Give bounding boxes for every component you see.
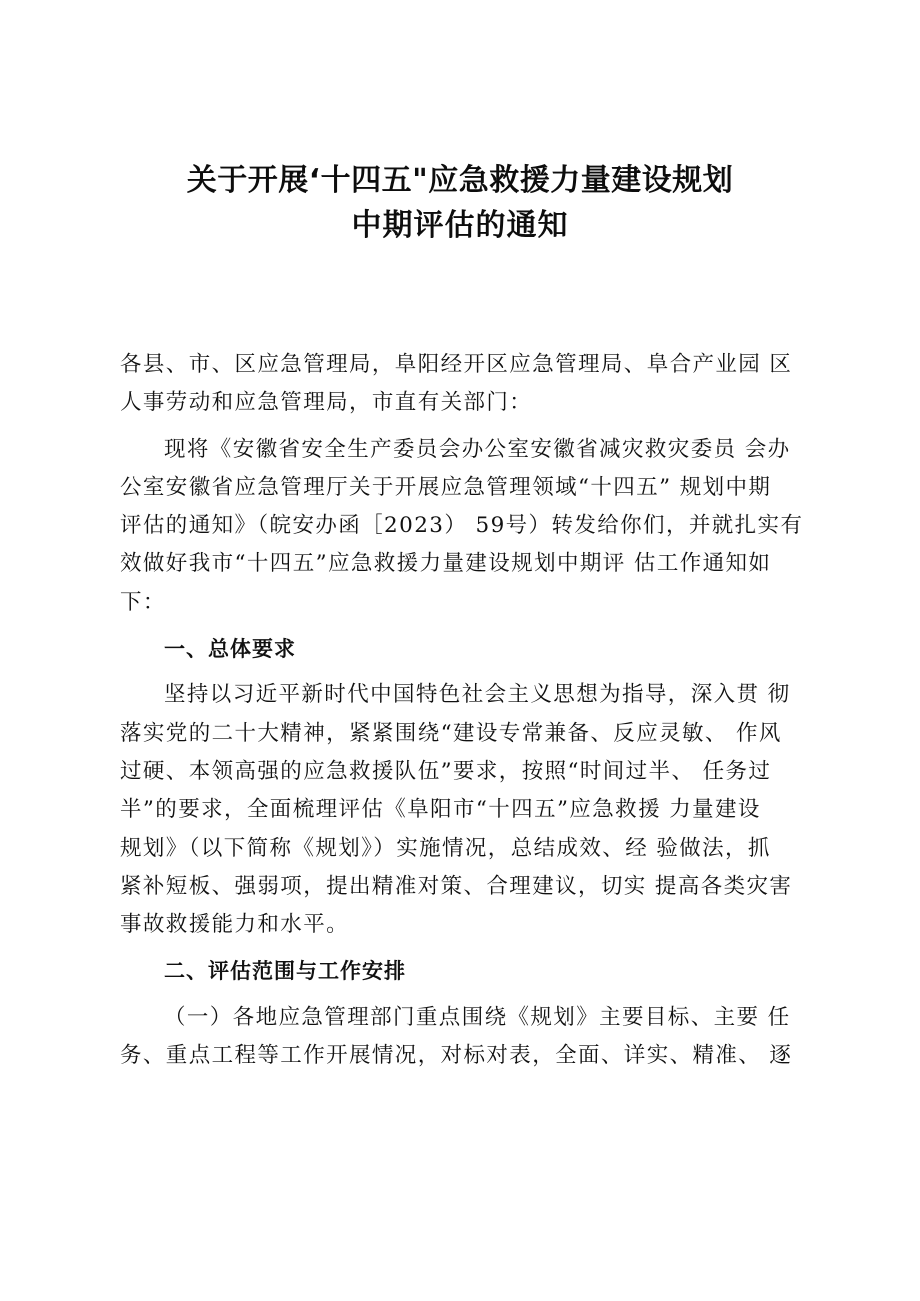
paragraph-line: 公室安徽省应急管理厅关于开展应急管理领域“十四五” 规划中期 [120, 474, 772, 500]
salutation-line: 人事劳动和应急管理局，市直有关部门： [120, 390, 533, 416]
title-line-2: 中期评估的通知 [351, 208, 569, 243]
paragraph-line: （一）各地应急管理部门重点围绕《规划》主要目标、主要 任 [164, 1004, 791, 1030]
paragraph-line: 评估的通知》（皖安办函［2023） 59号）转发给你们，并就扎实有 [120, 513, 804, 539]
paragraph-line: 事故救援能力和水平。 [120, 912, 350, 938]
paragraph-line: 坚持以习近平新时代中国特色社会主义思想为指导，深入贯 彻 [164, 682, 791, 708]
paragraph-line: 效做好我市“十四五”应急救援力量建设规划中期评 估工作通知如 [120, 551, 772, 577]
paragraph-line: 过硬、本领高强的应急救援队伍”要求，按照“时间过半、 任务过 [120, 758, 772, 784]
document-title [0, 158, 920, 248]
paragraph-line: 现将《安徽省安全生产委员会办公室安徽省减灾救灾委员 会办 [164, 436, 791, 462]
paragraph-line: 下： [120, 589, 166, 615]
section-heading-1: 一、总体要求 [164, 637, 296, 662]
paragraph-line: 规划》（以下简称《规划》）实施情况，总结成效、经 验做法，抓 [120, 835, 771, 861]
paragraph-line: 落实党的二十大精神，紧紧围绕“建设专常兼备、反应灵敏、 作风 [120, 720, 782, 746]
salutation-line: 各县、市、区应急管理局，阜阳经开区应急管理局、阜合产业园 区 [120, 352, 793, 377]
paragraph-line: 务、重点工程等工作开展情况，对标对表，全面、详实、精准、 逐 [120, 1043, 793, 1069]
paragraph-line: 紧补短板、强弱项，提出精准对策、合理建议，切实 提高各类灾害 [120, 873, 793, 899]
section-heading-2: 二、评估范围与工作安排 [164, 959, 406, 984]
title-line-1: 关于开展‘十四五"应急救援力量建设规划 [186, 163, 734, 198]
document-body [120, 346, 810, 1075]
paragraph-line: 半”的要求，全面梳理评估《阜阳市“十四五”应急救援 力量建设 [120, 797, 761, 823]
